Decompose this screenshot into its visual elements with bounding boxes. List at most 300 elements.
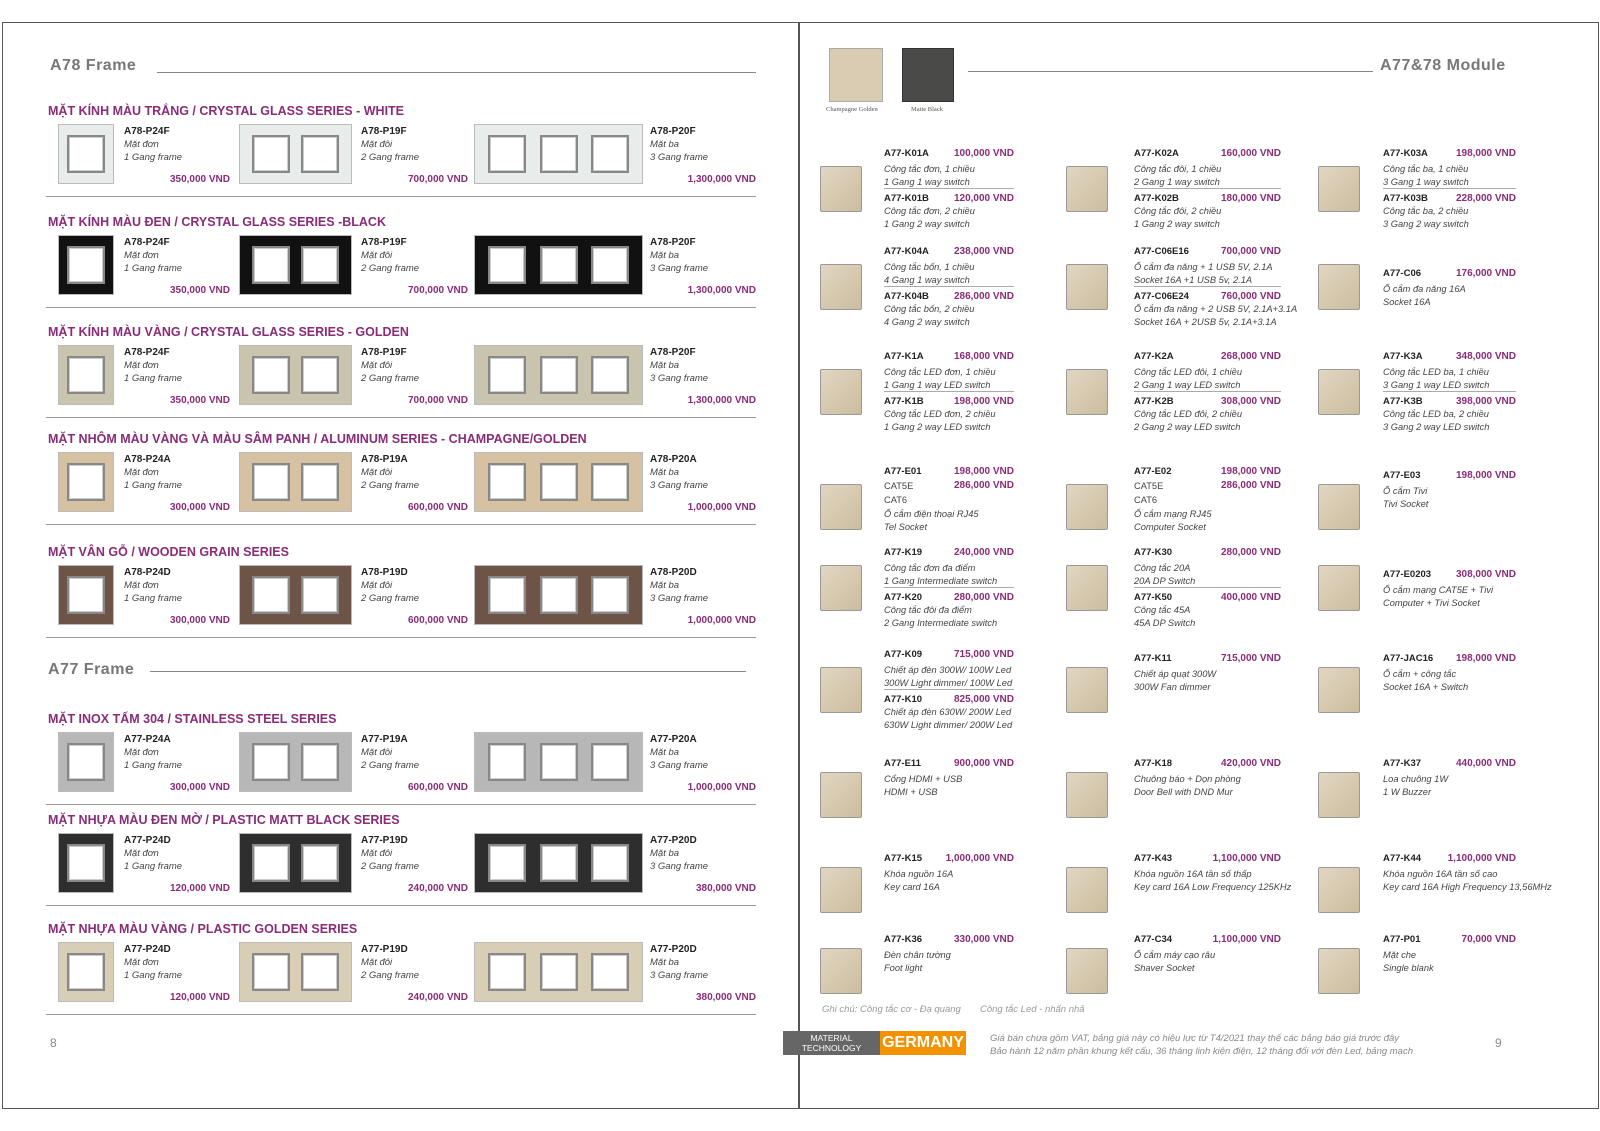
module-price: 228,000 VND	[1455, 193, 1516, 204]
module-desc-vi: Công tắc LED đơn, 1 chiều	[884, 367, 996, 377]
cat-label: CAT6	[1134, 495, 1158, 505]
module-desc-vi: Mặt che	[1383, 950, 1417, 960]
product-name-en: 2 Gang frame	[361, 760, 420, 771]
module-desc-vi: Công tắc LED ba, 1 chiều	[1383, 367, 1489, 377]
module-code: A77-C06	[1383, 268, 1422, 279]
module-desc-vi: Đèn chân tường	[884, 950, 951, 960]
product-price: 380,000 VND	[695, 883, 756, 894]
frame-opening	[540, 135, 578, 173]
frame-image	[474, 235, 643, 295]
frame-opening	[67, 246, 105, 284]
module-desc-vi: Ổ cắm đa năng + 2 USB 5V, 2.1A+3.1A	[1134, 304, 1298, 314]
module-desc-vi: Công tắc LED ba, 2 chiều	[1383, 409, 1489, 419]
module-desc-en: 3 Gang 2 way switch	[1383, 219, 1469, 229]
module-price: 825,000 VND	[953, 694, 1014, 705]
frame-opening	[591, 576, 629, 614]
module-price: 286,000 VND	[1220, 480, 1281, 491]
module-desc-en: 3 Gang 1 way switch	[1383, 177, 1469, 187]
product-name-vi: Mặt đôi	[361, 139, 393, 150]
note-mechanical: Ghi chú: Công tắc cơ - Đạ quang	[822, 1004, 961, 1015]
module-desc-en: 1 Gang 1 way switch	[884, 177, 970, 187]
module-price: 268,000 VND	[1220, 351, 1281, 362]
module-desc-vi: Công tắc đơn, 2 chiều	[884, 206, 975, 216]
module-code: A77-K02B	[1134, 193, 1179, 204]
module-code: A77-K19	[884, 547, 923, 558]
section-divider	[46, 417, 756, 418]
frame-image	[239, 235, 352, 295]
product-name-en: 2 Gang frame	[361, 861, 420, 872]
product-code: A77-P19D	[361, 835, 408, 846]
section-title: MẶT NHỰA MÀU ĐEN MỜ / PLASTIC MATT BLACK SERIES	[48, 813, 400, 827]
frame-opening	[67, 356, 105, 394]
matte-black-swatch	[902, 48, 954, 102]
frame-opening	[488, 743, 526, 781]
product-price: 600,000 VND	[407, 782, 468, 793]
product-name-vi: Mặt ba	[650, 848, 680, 859]
product-price: 600,000 VND	[407, 502, 468, 513]
module-code: A77-K3A	[1383, 351, 1423, 362]
product-name-vi: Mặt ba	[650, 747, 680, 758]
product-price: 700,000 VND	[407, 174, 468, 185]
module-desc-vi: Khóa nguồn 16A tần số thấp	[1134, 869, 1252, 879]
frame-image	[474, 732, 643, 792]
frame-opening	[301, 463, 339, 501]
product-code: A78-P19F	[361, 347, 407, 358]
module-desc-en: Socket 16A + Switch	[1383, 682, 1469, 692]
module-desc-en: 2 Gang 1 way switch	[1134, 177, 1220, 187]
section-divider	[46, 637, 756, 638]
frame-opening	[252, 576, 290, 614]
section-divider	[46, 1014, 756, 1015]
header-rule	[968, 71, 1373, 72]
module-divider	[884, 391, 1014, 392]
module-desc-vi: Khóa nguồn 16A tần số cao	[1383, 869, 1498, 879]
module-image	[1066, 264, 1108, 310]
module-divider	[1383, 391, 1516, 392]
product-name-vi: Mặt ba	[650, 250, 680, 261]
product-price: 1,300,000 VND	[687, 395, 756, 406]
module-desc-vi: Công tắc ba, 1 chiều	[1383, 164, 1469, 174]
module-title: A77&78 Module	[1380, 57, 1506, 74]
module-desc-en: 20A DP Switch	[1134, 576, 1196, 586]
product-price: 240,000 VND	[407, 883, 468, 894]
module-desc-en: 1 W Buzzer	[1383, 787, 1432, 797]
product-code: A78-P20A	[650, 454, 697, 465]
product-code: A77-P24D	[124, 944, 171, 955]
frame-opening	[540, 576, 578, 614]
frame-image	[58, 345, 114, 405]
module-image	[1318, 667, 1360, 713]
module-desc-en: Tel Socket	[884, 522, 928, 532]
module-code: A77-K20	[884, 592, 923, 603]
module-desc-vi: Công tắc đôi đa điểm	[884, 605, 972, 615]
header-rule	[157, 72, 756, 73]
module-desc-vi: Ổ cắm máy cạo râu	[1134, 950, 1216, 960]
module-desc-en: Socket 16A + 2USB 5v, 2.1A+3.1A	[1134, 317, 1277, 327]
module-desc-en: 45A DP Switch	[1134, 618, 1196, 628]
module-price: 198,000 VND	[953, 466, 1014, 477]
product-name-vi: Mặt đôi	[361, 957, 393, 968]
module-desc-en: 2 Gang Intermediate switch	[884, 618, 998, 628]
page-number: 9	[1495, 1036, 1502, 1050]
module-desc-en: Key card 16A High Frequency 13,56MHz	[1383, 882, 1552, 892]
germany-badge: GERMANY	[880, 1031, 966, 1055]
product-code: A78-P24F	[124, 347, 170, 358]
module-desc-vi: Ổ cắm + công tắc	[1383, 669, 1457, 679]
module-code: A77-K36	[884, 934, 923, 945]
module-image	[820, 948, 862, 994]
module-code: A77-K09	[884, 649, 923, 660]
frame-opening	[488, 463, 526, 501]
module-desc-en: 1 Gang 2 way LED switch	[884, 422, 991, 432]
product-price: 350,000 VND	[169, 174, 230, 185]
module-desc-vi: Công tắc bốn, 2 chiều	[884, 304, 975, 314]
module-code: A77-E0203	[1383, 569, 1432, 580]
product-name-vi: Mặt đơn	[124, 580, 159, 591]
module-desc-vi: Chiết áp quạt 300W	[1134, 669, 1217, 679]
module-desc-en: Socket 16A	[1383, 297, 1431, 307]
frame-image	[239, 833, 352, 893]
module-code: A77-JAC16	[1383, 653, 1434, 664]
cat-label: CAT5E	[1134, 481, 1164, 491]
frame-opening	[591, 463, 629, 501]
frame-opening	[591, 953, 629, 991]
module-divider	[1134, 188, 1281, 189]
product-code: A78-P20F	[650, 347, 696, 358]
frame-image	[239, 124, 352, 184]
frame-image	[58, 942, 114, 1002]
module-price: 420,000 VND	[1220, 758, 1281, 769]
section-title: MẶT KÍNH MÀU TRẮNG / CRYSTAL GLASS SERIES - WHITE	[48, 104, 405, 118]
frame-opening	[488, 356, 526, 394]
cat-label: CAT6	[884, 495, 908, 505]
swatch-label: Champagne Golden	[826, 106, 878, 113]
a78-frame-title: A78 Frame	[50, 57, 137, 74]
frame-opening	[540, 356, 578, 394]
module-desc-vi: Công tắc 45A	[1134, 605, 1191, 615]
section-title: MẶT NHÔM MÀU VÀNG VÀ MÀU SÂM PANH / ALUMINUM SERIES - CHAMPAGNE/GOLDEN	[48, 432, 587, 446]
module-price: 198,000 VND	[1455, 470, 1516, 481]
product-price: 1,300,000 VND	[687, 174, 756, 185]
module-price: 180,000 VND	[1220, 193, 1281, 204]
module-desc-en: 3 Gang 2 way LED switch	[1383, 422, 1490, 432]
product-name-vi: Mặt đôi	[361, 580, 393, 591]
module-image	[1066, 369, 1108, 415]
product-name-vi: Mặt ba	[650, 360, 680, 371]
module-price: 168,000 VND	[953, 351, 1014, 362]
module-code: A77-K02A	[1134, 148, 1179, 159]
product-name-en: 1 Gang frame	[124, 263, 183, 274]
frame-opening	[252, 743, 290, 781]
module-price: 760,000 VND	[1220, 291, 1281, 302]
section-divider	[46, 804, 756, 805]
module-price: 1,100,000 VND	[1447, 853, 1516, 864]
swatch-label: Matte Black	[911, 106, 943, 113]
module-code: A77-K18	[1134, 758, 1173, 769]
frame-opening	[301, 356, 339, 394]
product-name-en: 2 Gang frame	[361, 373, 420, 384]
module-divider	[1134, 587, 1281, 588]
module-image	[1066, 166, 1108, 212]
module-price: 308,000 VND	[1455, 569, 1516, 580]
frame-opening	[67, 844, 105, 882]
product-code: A78-P24F	[124, 126, 170, 137]
module-code: A77-K1A	[884, 351, 924, 362]
module-desc-en: Shaver Socket	[1134, 963, 1195, 973]
module-desc-en: 1 Gang Intermediate switch	[884, 576, 998, 586]
frame-image	[58, 565, 114, 625]
frame-image	[239, 345, 352, 405]
product-name-vi: Mặt đôi	[361, 360, 393, 371]
cat-label: CAT5E	[884, 481, 914, 491]
module-code: A77-E02	[1134, 466, 1172, 477]
frame-opening	[591, 743, 629, 781]
module-price: 160,000 VND	[1220, 148, 1281, 159]
module-desc-en: Socket 16A +1 USB 5v, 2.1A	[1134, 275, 1253, 285]
frame-opening	[591, 135, 629, 173]
product-name-vi: Mặt đơn	[124, 957, 159, 968]
module-image	[1318, 948, 1360, 994]
frame-opening	[488, 135, 526, 173]
module-image	[1066, 565, 1108, 611]
module-desc-vi: Ổ cắm đa năng + 1 USB 5V, 2.1A	[1134, 262, 1273, 272]
frame-image	[58, 833, 114, 893]
module-image	[1066, 948, 1108, 994]
product-price: 300,000 VND	[169, 782, 230, 793]
frame-opening	[301, 743, 339, 781]
champagne-swatch	[829, 48, 883, 102]
module-price: 715,000 VND	[953, 649, 1014, 660]
product-code: A78-P19F	[361, 126, 407, 137]
frame-opening	[591, 246, 629, 284]
module-price: 1,100,000 VND	[1212, 853, 1281, 864]
frame-image	[58, 124, 114, 184]
module-code: A77-K44	[1383, 853, 1422, 864]
product-code: A78-P20F	[650, 126, 696, 137]
product-name-vi: Mặt đôi	[361, 848, 393, 859]
module-desc-en: Single blank	[1383, 963, 1434, 973]
module-code: A77-K04A	[884, 246, 929, 257]
product-name-en: 1 Gang frame	[124, 760, 183, 771]
frame-image	[474, 124, 643, 184]
module-code: A77-K15	[884, 853, 923, 864]
module-divider	[1134, 286, 1281, 287]
frame-opening	[67, 135, 105, 173]
module-image	[1066, 484, 1108, 530]
module-code: A77-C34	[1134, 934, 1173, 945]
module-desc-vi: Công tắc đơn đa điểm	[884, 563, 976, 573]
module-price: 900,000 VND	[953, 758, 1014, 769]
product-code: A77-P24A	[124, 734, 171, 745]
module-desc-en: 300W Fan dimmer	[1134, 682, 1211, 692]
section-title: MẶT VÂN GỖ / WOODEN GRAIN SERIES	[48, 545, 289, 559]
product-name-vi: Mặt đôi	[361, 747, 393, 758]
frame-opening	[67, 576, 105, 614]
module-desc-en: 3 Gang 1 way LED switch	[1383, 380, 1490, 390]
module-divider	[884, 286, 1014, 287]
module-price: 440,000 VND	[1455, 758, 1516, 769]
product-code: A78-P24A	[124, 454, 171, 465]
module-price: 100,000 VND	[953, 148, 1014, 159]
module-desc-vi: Công tắc đơn, 1 chiều	[884, 164, 975, 174]
module-price: 715,000 VND	[1220, 653, 1281, 664]
product-name-vi: Mặt ba	[650, 139, 680, 150]
product-code: A78-P24F	[124, 237, 170, 248]
module-image	[820, 166, 862, 212]
product-name-en: 1 Gang frame	[124, 593, 183, 604]
product-name-en: 3 Gang frame	[650, 593, 709, 604]
product-name-en: 3 Gang frame	[650, 263, 709, 274]
product-price: 600,000 VND	[407, 615, 468, 626]
frame-opening	[301, 576, 339, 614]
product-code: A78-P20F	[650, 237, 696, 248]
module-code: A77-K1B	[884, 396, 924, 407]
frame-opening	[540, 953, 578, 991]
footer-warranty-note: Bảo hành 12 năm phần khung kết cấu, 36 tháng linh kiện điện, 12 tháng đổi với đèn Led, bảng mạch	[990, 1046, 1414, 1057]
module-price: 280,000 VND	[1220, 547, 1281, 558]
frame-opening	[252, 135, 290, 173]
module-image	[1318, 369, 1360, 415]
frame-opening	[540, 743, 578, 781]
module-price: 286,000 VND	[953, 291, 1014, 302]
module-image	[820, 667, 862, 713]
section-divider	[46, 307, 756, 308]
frame-image	[239, 942, 352, 1002]
product-code: A78-P20D	[650, 567, 697, 578]
module-price: 700,000 VND	[1220, 246, 1281, 257]
product-name-en: 3 Gang frame	[650, 480, 709, 491]
product-code: A78-P19A	[361, 454, 408, 465]
module-desc-en: 2 Gang 1 way LED switch	[1134, 380, 1241, 390]
frame-opening	[252, 356, 290, 394]
section-title: MẶT KÍNH MÀU ĐEN / CRYSTAL GLASS SERIES -BLACK	[48, 215, 386, 229]
product-price: 120,000 VND	[169, 883, 230, 894]
module-desc-vi: Công tắc LED đôi, 1 chiều	[1134, 367, 1243, 377]
module-price: 1,100,000 VND	[1212, 934, 1281, 945]
module-desc-vi: Ổ cắm Tivi	[1383, 486, 1428, 496]
module-price: 280,000 VND	[953, 592, 1014, 603]
material-badge: MATERIAL TECHNOLOGY	[783, 1031, 880, 1055]
module-divider	[884, 188, 1014, 189]
product-name-vi: Mặt đơn	[124, 848, 159, 859]
module-desc-en: 1 Gang 2 way switch	[884, 219, 970, 229]
section-divider	[46, 524, 756, 525]
module-desc-en: 1 Gang 1 way LED switch	[884, 380, 991, 390]
module-divider	[1134, 391, 1281, 392]
module-image	[1318, 264, 1360, 310]
module-price: 70,000 VND	[1461, 934, 1516, 945]
product-name-en: 1 Gang frame	[124, 480, 183, 491]
module-divider	[884, 587, 1014, 588]
module-desc-vi: Chiết áp đèn 300W/ 100W Led	[884, 665, 1012, 675]
product-name-vi: Mặt đơn	[124, 360, 159, 371]
product-name-vi: Mặt đơn	[124, 747, 159, 758]
module-image	[820, 369, 862, 415]
product-price: 1,000,000 VND	[687, 615, 756, 626]
module-code: A77-K37	[1383, 758, 1422, 769]
product-code: A77-P19D	[361, 944, 408, 955]
module-desc-en: Computer Socket	[1134, 522, 1206, 532]
product-name-en: 3 Gang frame	[650, 970, 709, 981]
section-title: MẶT INOX TẤM 304 / STAINLESS STEEL SERIES	[48, 712, 337, 726]
product-name-en: 1 Gang frame	[124, 373, 183, 384]
product-code: A77-P19A	[361, 734, 408, 745]
module-price: 198,000 VND	[1220, 466, 1281, 477]
product-price: 240,000 VND	[407, 992, 468, 1003]
frame-opening	[540, 844, 578, 882]
module-image	[820, 867, 862, 913]
a77-frame-title: A77 Frame	[48, 661, 135, 678]
module-code: A77-K01B	[884, 193, 929, 204]
module-image	[820, 565, 862, 611]
product-name-en: 3 Gang frame	[650, 373, 709, 384]
product-name-en: 2 Gang frame	[361, 263, 420, 274]
frame-image	[474, 345, 643, 405]
product-price: 300,000 VND	[169, 502, 230, 513]
module-price: 176,000 VND	[1455, 268, 1516, 279]
product-code: A77-P20D	[650, 944, 697, 955]
module-code: A77-K03A	[1383, 148, 1428, 159]
product-name-vi: Mặt đôi	[361, 467, 393, 478]
module-price: 120,000 VND	[953, 193, 1014, 204]
module-desc-en: Key card 16A	[884, 882, 940, 892]
module-code: A77-K30	[1134, 547, 1173, 558]
module-code: A77-K03B	[1383, 193, 1428, 204]
module-price: 238,000 VND	[953, 246, 1014, 257]
module-image	[1318, 867, 1360, 913]
module-desc-vi: Ổ cắm mạng CAT5E + Tivi	[1383, 585, 1494, 595]
module-desc-vi: Ổ cắm đa năng 16A	[1383, 284, 1466, 294]
module-desc-vi: Ổ cắm điện thoại RJ45	[884, 509, 979, 519]
frame-image	[58, 452, 114, 512]
module-code: A77-K3B	[1383, 396, 1423, 407]
frame-opening	[301, 953, 339, 991]
module-desc-en: Tivi Socket	[1383, 499, 1429, 509]
module-image	[1318, 166, 1360, 212]
module-desc-vi: Công tắc 20A	[1134, 563, 1191, 573]
module-image	[1318, 565, 1360, 611]
module-desc-vi: Cổng HDMI + USB	[884, 774, 963, 784]
module-price: 198,000 VND	[1455, 148, 1516, 159]
module-desc-vi: Ổ cắm mạng RJ45	[1134, 509, 1212, 519]
section-divider	[46, 196, 756, 197]
frame-opening	[540, 246, 578, 284]
module-image	[1066, 667, 1108, 713]
module-desc-vi: Công tắc bốn, 1 chiều	[884, 262, 975, 272]
module-code: A77-E01	[884, 466, 922, 477]
frame-opening	[301, 246, 339, 284]
page-number: 8	[50, 1036, 57, 1050]
module-code: A77-P01	[1383, 934, 1421, 945]
module-desc-en: 630W Light dimmer/ 200W Led	[884, 720, 1013, 730]
product-name-en: 3 Gang frame	[650, 760, 709, 771]
module-price: 308,000 VND	[1220, 396, 1281, 407]
module-code: A77-K10	[884, 694, 923, 705]
section-divider	[46, 905, 756, 906]
module-desc-vi: Chiết áp đèn 630W/ 200W Led	[884, 707, 1012, 717]
frame-opening	[67, 953, 105, 991]
frame-image	[239, 452, 352, 512]
product-name-vi: Mặt ba	[650, 580, 680, 591]
product-code: A78-P19D	[361, 567, 408, 578]
module-image	[1318, 484, 1360, 530]
frame-image	[239, 732, 352, 792]
frame-image	[474, 833, 643, 893]
product-code: A77-P24D	[124, 835, 171, 846]
frame-image	[474, 452, 643, 512]
product-name-vi: Mặt đôi	[361, 250, 393, 261]
module-price: 198,000 VND	[953, 396, 1014, 407]
